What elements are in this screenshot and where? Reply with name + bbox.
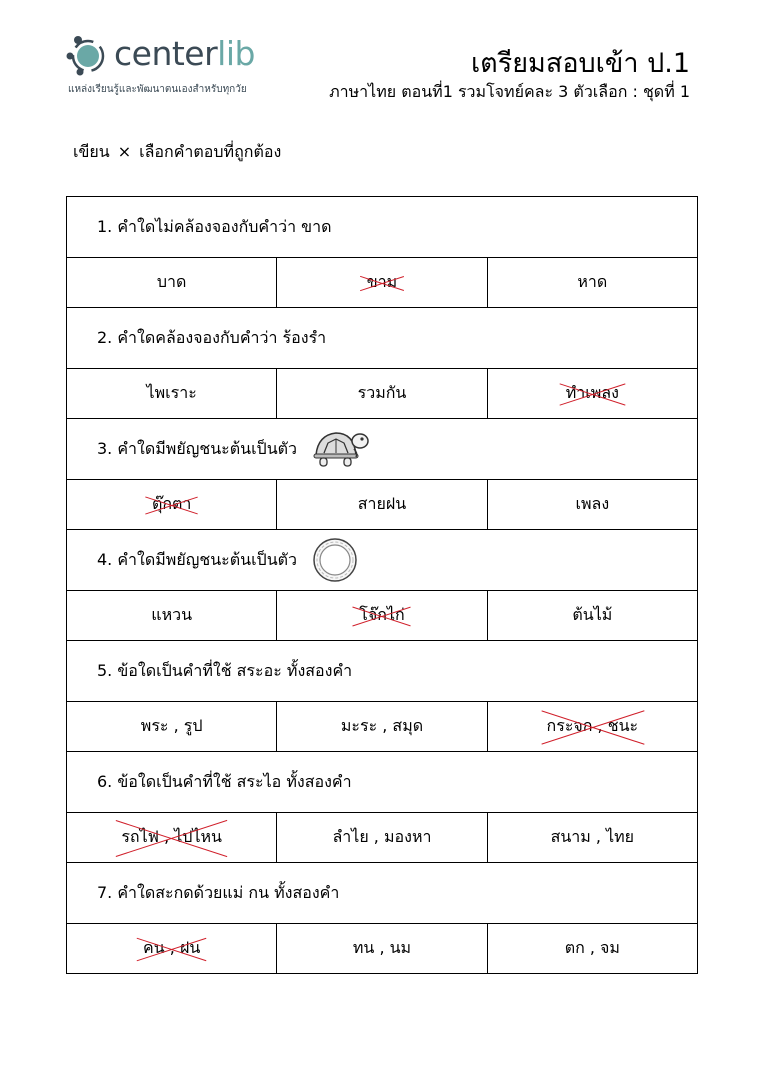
- answer-text: พระ , รูป: [140, 716, 203, 735]
- answer-text-crossed: คน , ฝน: [139, 936, 204, 961]
- plate-icon: [310, 536, 360, 584]
- instruction: [73, 140, 281, 164]
- answer-cell[interactable]: [277, 258, 487, 308]
- answer-cell[interactable]: [487, 258, 697, 308]
- turtle-icon: [310, 425, 372, 473]
- quiz-table: [66, 196, 698, 974]
- answer-text: หาด: [577, 272, 608, 291]
- answer-cell[interactable]: [67, 369, 277, 419]
- answer-cell[interactable]: [277, 813, 487, 863]
- question-row: [67, 197, 698, 258]
- answer-row: [67, 480, 698, 530]
- cross-mark-icon: ×: [117, 142, 132, 161]
- logo-wordmark: centerlib: [114, 34, 255, 73]
- answer-text: ลำไย , มองหา: [332, 827, 432, 846]
- answer-cell[interactable]: [67, 591, 277, 641]
- answer-cell[interactable]: [487, 369, 697, 419]
- answer-text: สนาม , ไทย: [550, 827, 635, 846]
- answer-text: ทน , นม: [352, 938, 412, 957]
- answer-cell[interactable]: [67, 480, 277, 530]
- centerlib-logo: [66, 32, 296, 102]
- question-text: 4. คำใดมีพยัญชนะต้นเป็นตัว: [97, 549, 297, 569]
- question-cell: [67, 419, 698, 480]
- question-cell: [67, 197, 698, 258]
- answer-text: ต้นไม้: [572, 605, 613, 624]
- question-text: 3. คำใดมีพยัญชนะต้นเป็นตัว: [97, 438, 297, 458]
- logo-tagline: แหล่งเรียนรู้และพัฒนาตนเองสำหรับทุกวัย: [68, 84, 247, 95]
- answer-cell[interactable]: [487, 924, 697, 974]
- answer-cell[interactable]: [277, 702, 487, 752]
- answer-text-crossed: ขาม: [363, 270, 401, 295]
- answer-cell[interactable]: [487, 702, 697, 752]
- answer-text: มะระ , สมุด: [340, 716, 424, 735]
- logo-molecule-icon: [66, 32, 114, 80]
- answer-cell[interactable]: [277, 369, 487, 419]
- answer-row: [67, 591, 698, 641]
- instruction-text: เลือกคำตอบที่ถูกต้อง: [139, 142, 282, 161]
- question-row: [67, 530, 698, 591]
- answer-cell[interactable]: [67, 258, 277, 308]
- instruction-prefix: เขียน: [73, 142, 110, 161]
- answer-cell[interactable]: [277, 591, 487, 641]
- answer-cell[interactable]: [277, 924, 487, 974]
- question-text: 5. ข้อใดเป็นคำที่ใช้ สระอะ ทั้งสองคำ: [97, 660, 353, 680]
- question-cell: [67, 863, 698, 924]
- answer-cell[interactable]: [67, 813, 277, 863]
- answer-text-crossed: ทำเพลง: [562, 381, 623, 406]
- question-cell: [67, 752, 698, 813]
- question-text: 7. คำใดสะกดด้วยแม่ กน ทั้งสองคำ: [97, 882, 340, 902]
- answer-text-crossed: ตุ๊กตา: [148, 492, 195, 517]
- answer-text-crossed: กระจก , ชนะ: [543, 714, 643, 739]
- answer-row: [67, 258, 698, 308]
- question-cell: [67, 641, 698, 702]
- answer-text: สายฝน: [357, 494, 407, 513]
- answer-cell[interactable]: [67, 702, 277, 752]
- answer-cell[interactable]: [277, 480, 487, 530]
- answer-row: [67, 369, 698, 419]
- question-row: [67, 752, 698, 813]
- answer-text: เพลง: [575, 494, 610, 513]
- question-row: [67, 419, 698, 480]
- question-row: [67, 308, 698, 369]
- answer-text: ไพเราะ: [146, 383, 197, 402]
- answer-cell[interactable]: [487, 813, 697, 863]
- question-text: 2. คำใดคล้องจองกับคำว่า ร้องรำ: [97, 327, 327, 347]
- answer-text: ตก , จม: [564, 938, 620, 957]
- page-title: เตรียมสอบเข้า ป.1: [470, 48, 690, 79]
- answer-text-crossed: โจ๊กไก่: [355, 603, 408, 628]
- answer-cell[interactable]: [487, 480, 697, 530]
- answer-text-crossed: รถไฟ , ไปไหน: [117, 825, 226, 850]
- answer-text: แหวน: [151, 605, 193, 624]
- answer-row: [67, 702, 698, 752]
- answer-cell[interactable]: [67, 924, 277, 974]
- question-text: 1. คำใดไม่คล้องจองกับคำว่า ขาด: [97, 216, 332, 236]
- question-cell: [67, 530, 698, 591]
- question-text: 6. ข้อใดเป็นคำที่ใช้ สระไอ ทั้งสองคำ: [97, 771, 352, 791]
- page-subtitle: ภาษาไทย ตอนที่1 รวมโจทย์คละ 3 ตัวเลือก : ชุดที่ 1: [329, 82, 690, 101]
- question-row: [67, 641, 698, 702]
- answer-text: รวมกัน: [357, 383, 407, 402]
- answer-cell[interactable]: [487, 591, 697, 641]
- answer-text: บาด: [156, 272, 187, 291]
- answer-row: [67, 813, 698, 863]
- answer-row: [67, 924, 698, 974]
- question-row: [67, 863, 698, 924]
- question-cell: [67, 308, 698, 369]
